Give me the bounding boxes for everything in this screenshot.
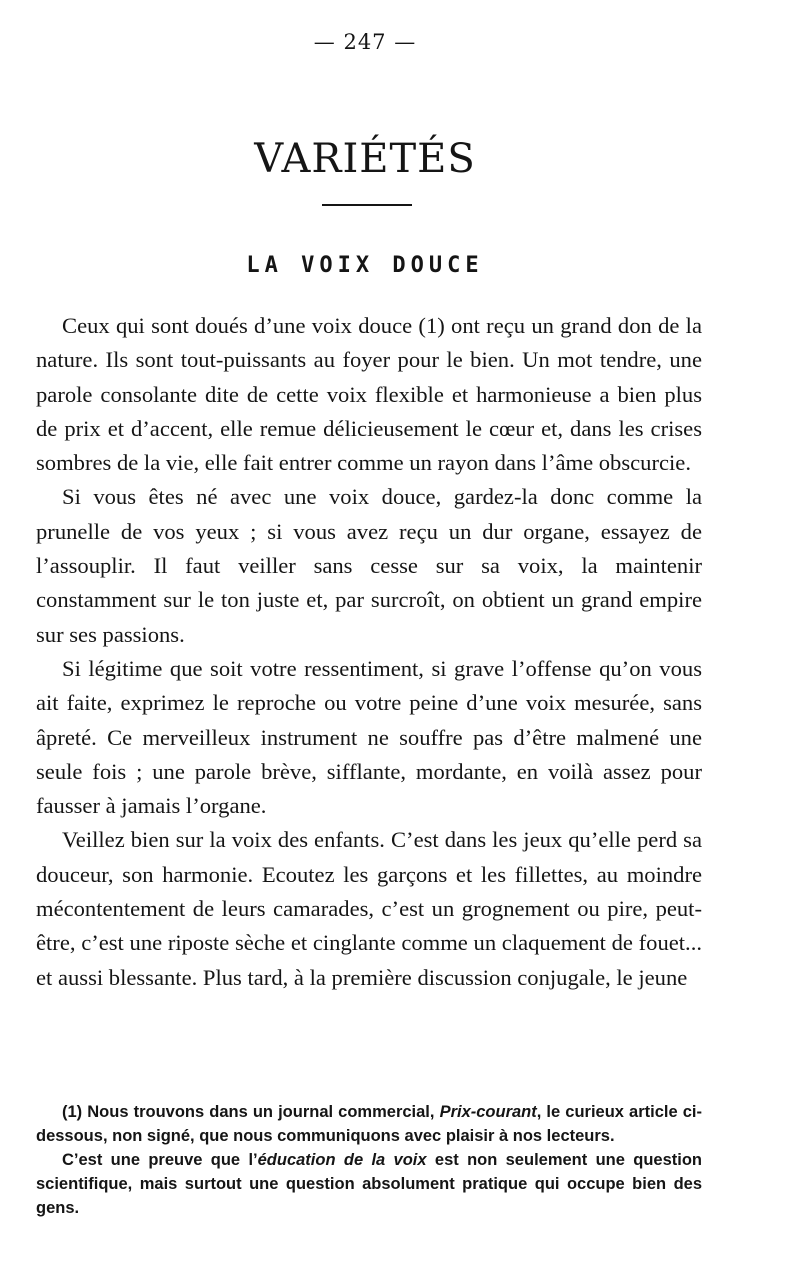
page-number: — 247 — bbox=[313, 30, 417, 54]
article-title: LA VOIX DOUCE bbox=[246, 253, 484, 278]
section-title: VARIÉTÉS bbox=[254, 136, 476, 182]
footnote-1-source: Prix-courant bbox=[439, 1103, 537, 1121]
title-rule bbox=[322, 204, 412, 206]
paragraph-1: Ceux qui sont doués d’une voix douce (1) ont reçu un grand don de la nature. Ils sont tout-puissants au foyer pour le bien. Un mot tendre, une parole consolante dite de cette voix flexible et harmonieuse a bien plus de prix et d’accent, elle remue délicieusement le cœur et, dans les crises sombres de la vie, elle fait entrer comme un rayon dans l’âme obscurcie. bbox=[36, 313, 702, 476]
paragraph-3: Si légitime que soit votre ressentiment, si grave l’offense qu’on vous ait faite, exprimez le reproche ou votre peine d’une voix mesurée, sans âpreté. Ce merveilleux instrument ne souffre pas d’être malmené une seule fois ; une parole brève, sifflante, mordante, en voilà assez pour fausser à jamais l’organe. bbox=[36, 655, 702, 819]
paragraph-4: Veillez bien sur la voix des enfants. C’est dans les jeux qu’elle perd sa douceur, son harmonie. Ecoutez les garçons et les fillettes, au moindre mécontentement de leurs camarades, c’est un grognement ou pire, peut-être, c’est une riposte sèche et cinglante comme un claquement de fouet... et aussi blessante. Plus tard, à la première discussion conjugale, le jeune bbox=[36, 827, 702, 990]
footnote-2 bbox=[36, 1148, 702, 1220]
article-body bbox=[36, 309, 702, 995]
footnote-2-lead: C’est une preuve que l’ bbox=[62, 1151, 258, 1169]
footnote-1 bbox=[36, 1100, 702, 1148]
footnote-1-rest: , le curieux article ci-dessous, non signé, que nous communiquons avec plaisir à nos lecteurs. bbox=[36, 1103, 702, 1145]
footnote-2-rest: est non seulement une question scientifique, mais surtout une question absolument pratique qui occupe bien des gens. bbox=[36, 1151, 702, 1217]
footnotes bbox=[36, 1100, 702, 1220]
paragraph-2: Si vous êtes né avec une voix douce, gardez-la donc comme la prunelle de vos yeux ; si vous avez reçu un dur organe, essayez de l’assouplir. Il faut veiller sans cesse sur sa voix, la maintenir constamment sur le ton juste et, par surcroît, on obtient un grand empire sur ses passions. bbox=[36, 484, 702, 647]
footnote-1-text: (1) Nous trouvons dans un journal commercial, bbox=[62, 1103, 440, 1121]
footnote-2-emphasis: éducation de la voix bbox=[257, 1151, 427, 1169]
